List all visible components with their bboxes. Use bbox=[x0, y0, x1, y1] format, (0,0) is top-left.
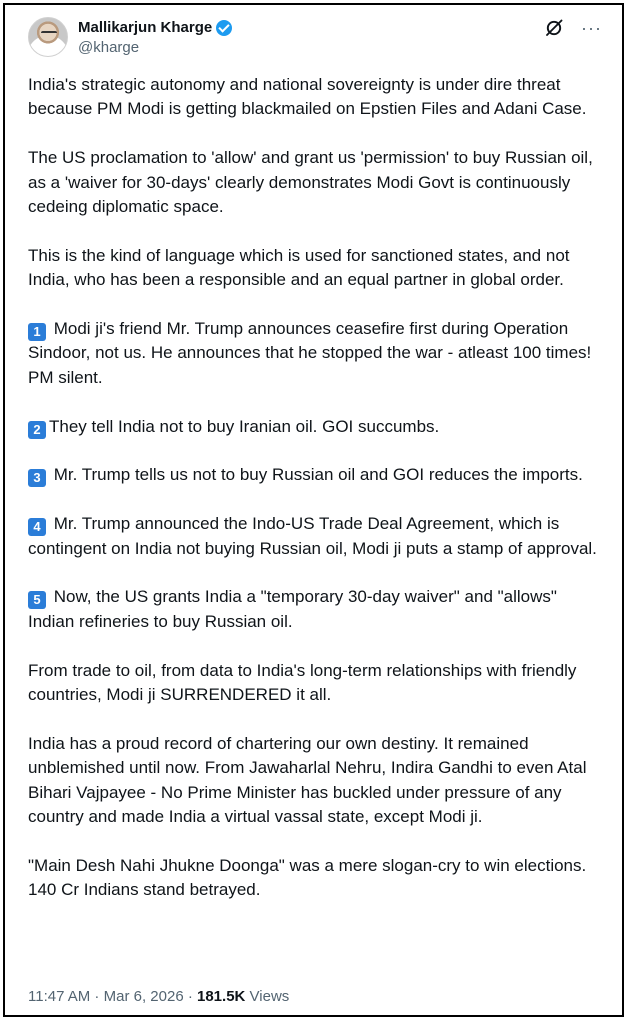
name-row bbox=[78, 19, 232, 36]
keycap-number-icon: 5 bbox=[28, 591, 46, 609]
tweet-paragraph bbox=[28, 585, 603, 634]
meta-separator: · bbox=[183, 988, 197, 1005]
tweet-text bbox=[28, 73, 603, 927]
display-name[interactable]: Mallikarjun Kharge bbox=[78, 19, 213, 36]
keycap-number-icon: 4 bbox=[28, 518, 46, 536]
tweet-paragraph bbox=[28, 244, 603, 293]
paragraph-text: "Main Desh Nahi Jhukne Doonga" was a mere slogan-cry to win elections. 140 Cr Indians stand betrayed. bbox=[28, 855, 587, 900]
paragraph-text: Mr. Trump tells us not to buy Russian oil and GOI reduces the imports. bbox=[49, 465, 583, 485]
tweet-paragraph bbox=[28, 463, 603, 487]
tweet-meta bbox=[28, 988, 289, 1005]
views-label: Views bbox=[245, 988, 290, 1005]
paragraph-text: Modi ji's friend Mr. Trump announces ceasefire first during Operation Sindoor, not us. He announces that he stopped the war - atleast 100 times! PM silent. bbox=[28, 319, 592, 387]
more-options-icon[interactable]: ··· bbox=[581, 18, 602, 38]
user-handle[interactable]: @kharge bbox=[78, 39, 140, 56]
paragraph-text: Mr. Trump announced the Indo-US Trade Deal Agreement, which is contingent on India not buying Russian oil, Modi ji puts a stamp of approval. bbox=[28, 514, 597, 558]
keycap-number-icon: 2 bbox=[28, 421, 46, 439]
tweet-header bbox=[28, 15, 602, 63]
header-actions bbox=[545, 19, 602, 37]
tweet-paragraph bbox=[28, 146, 603, 219]
avatar[interactable] bbox=[28, 17, 68, 57]
tweet-paragraph bbox=[28, 317, 603, 390]
paragraph-text: Now, the US grants India a "temporary 30-day waiver" and "allows" Indian refineries to buy Russian oil. bbox=[28, 587, 557, 631]
keycap-number-icon: 1 bbox=[28, 323, 46, 341]
paragraph-text: India has a proud record of chartering our own destiny. It remained unblemished until now. From Jawaharlal Nehru, Indira Gandhi to even Atal Bihari Vajpayee - No Prime Minister has buckled under pressure of any country and made India a virtual vassal state, except Modi ji. bbox=[28, 733, 587, 827]
tweet-date[interactable]: Mar 6, 2026 bbox=[103, 988, 184, 1005]
paragraph-text: This is the kind of language which is used for sanctioned states, and not India, who has been a responsible and an equal partner in global order. bbox=[28, 245, 570, 290]
tweet-paragraph bbox=[28, 659, 603, 708]
paragraph-text: From trade to oil, from data to India's long-term relationships with friendly countries, Modi ji SURRENDERED it all. bbox=[28, 660, 577, 705]
paragraph-text: The US proclamation to 'allow' and grant us 'permission' to buy Russian oil, as a 'waiver for 30-days' clearly demonstrates Modi Govt is continuously cedeing diplomatic space. bbox=[28, 148, 593, 217]
tweet-time[interactable]: 11:47 AM bbox=[28, 988, 91, 1005]
views-count[interactable]: 181.5K bbox=[197, 988, 246, 1005]
verified-badge-icon[interactable] bbox=[216, 20, 232, 36]
tweet-paragraph bbox=[28, 512, 603, 561]
keycap-number-icon: 3 bbox=[28, 469, 46, 487]
tweet-card bbox=[3, 3, 624, 1017]
grok-icon[interactable] bbox=[545, 19, 563, 37]
tweet-paragraph bbox=[28, 73, 603, 122]
tweet-paragraph bbox=[28, 854, 603, 903]
meta-separator: · bbox=[90, 988, 104, 1005]
paragraph-text: India's strategic autonomy and national sovereignty is under dire threat because PM Modi is getting blackmailed on Epstien Files and Adani Case. bbox=[28, 75, 587, 119]
tweet-paragraph bbox=[28, 732, 603, 830]
tweet-paragraph bbox=[28, 415, 603, 439]
paragraph-text: They tell India not to buy Iranian oil. GOI succumbs. bbox=[49, 416, 440, 436]
